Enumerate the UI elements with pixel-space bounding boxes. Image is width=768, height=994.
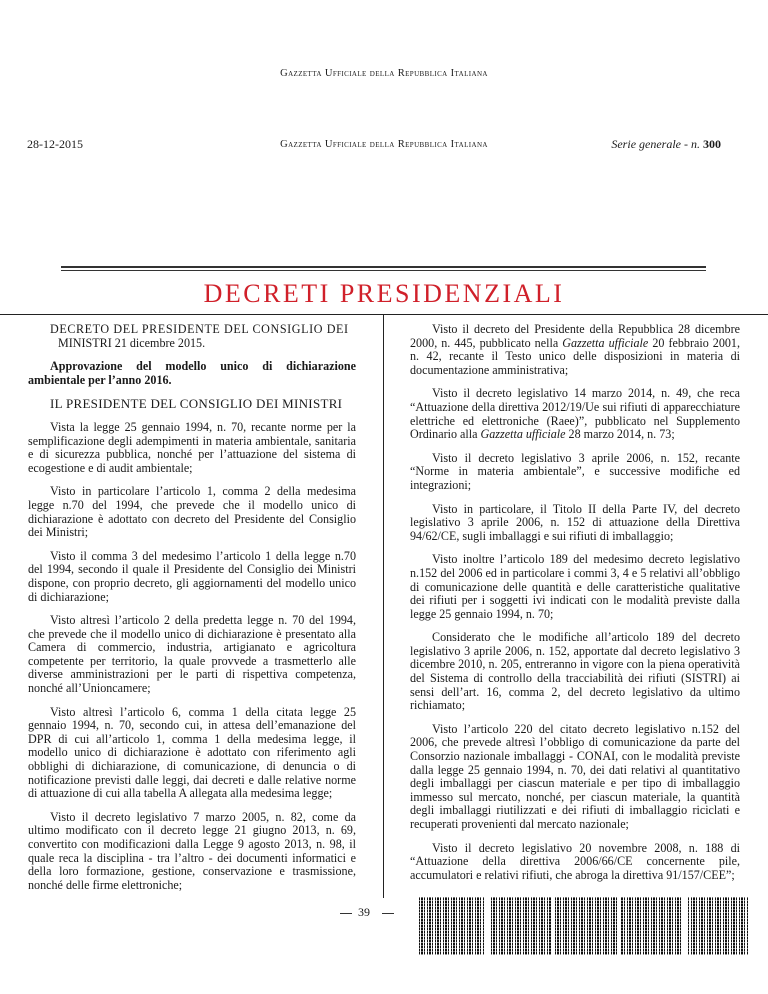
page-number-dash bbox=[340, 913, 352, 914]
text-run-italic: Gazzetta ufficiale bbox=[480, 427, 566, 442]
right-column bbox=[410, 323, 740, 892]
issue-date: 28-12-2015 bbox=[27, 137, 83, 151]
datamatrix-code bbox=[419, 897, 749, 955]
text-run: Visto il decreto legislativo 14 marzo 2014, n. 49, che reca “Attuazione della direttiva 2012/19/Ue sui rifiuti di apparecchiature elettriche ed elettroniche (Raee)”, pubblicato nel Supplemento Ordinario alla bbox=[410, 386, 740, 442]
series-number: 300 bbox=[703, 137, 721, 151]
paragraph: Visto il decreto legislativo 3 aprile 2006, n. 152, recante “Norme in materia ambientale”, e successive modifiche ed integrazioni; bbox=[410, 450, 740, 492]
page-number: 39 bbox=[358, 905, 370, 919]
header-title: Gazzetta Ufficiale della Repubblica Italiana bbox=[280, 139, 488, 150]
text-run: Visto il decreto del Presidente della Repubblica 28 dicembre 2000, n. 445, pubblicato nella bbox=[410, 322, 740, 350]
code-separator bbox=[683, 897, 687, 955]
paragraph: Visto il comma 3 del medesimo l’articolo 1 della legge n.70 del 1994, secondo il quale il Presidente del Consiglio dei Ministri dispone, con proprio decreto, gli aggiornamenti del modello unico di dichiarazione; bbox=[28, 548, 356, 604]
paragraph: Visto in particolare, il Titolo II della Parte IV, del decreto legislativo 3 aprile 2006, n. 152 di attuazione della Direttiva 94/62/CE, sugli imballaggi e sui rifiuti di imballaggio; bbox=[410, 501, 740, 543]
decree-subject: Approvazione del modello unico di dichiarazione ambientale per l’anno 2016. bbox=[28, 359, 356, 387]
paragraph: Visto il decreto legislativo 20 novembre 2008, n. 188 di “Attuazione della direttiva 2006/66/CE concernente pile, accumulatori e relativi rifiuti, che abroga la direttiva 91/157/CEE”; bbox=[410, 840, 740, 882]
column-divider bbox=[383, 314, 384, 898]
section-title: DECRETI PRESIDENZIALI bbox=[203, 279, 565, 308]
series-info bbox=[611, 137, 721, 152]
paragraph: Visto altresì l’articolo 2 della predetta legge n. 70 del 1994, che prevede che il modello unico di dichiarazione è presentato alla Camera di commercio, industria, artigianato e agricoltura competente per territorio, la quale provvede a trasmetterlo alle diverse amministrazioni per le parti di rispettiva competenza, nonché all’Unioncamere; bbox=[28, 613, 356, 696]
text-run: 28 marzo 2014, n. 73; bbox=[565, 427, 675, 442]
masthead-title: Gazzetta Ufficiale della Repubblica Italiana bbox=[280, 68, 488, 79]
page-number-dash bbox=[382, 913, 394, 914]
paragraph: Visto inoltre l’articolo 189 del medesimo decreto legislativo n.152 del 2006 ed in particolare i commi 3, 4 e 5 relativi all’obbligo di comunicazione delle quantità e delle caratteristiche qualitative dei rifiuti per i soggetti ivi indicati con le modalità previste dalla legge 25 gennaio 1994, n. 70; bbox=[410, 552, 740, 621]
decree-heading-line2: MINISTRI 21 dicembre 2015. bbox=[58, 335, 206, 350]
paragraph: Considerato che le modifiche all’articolo 189 del decreto legislativo 3 aprile 2006, n. 152, apportate dal decreto legislativo 3 dicembre 2010, n. 205, entreranno in vigore con la piena operatività del Sistema di controllo della tracciabilità dei rifiuti (SISTRI) ai sensi dell’art. 16, comma 2, del decreto legislativo da ultimo richiamato; bbox=[410, 630, 740, 713]
code-separator bbox=[617, 897, 621, 955]
paragraph: Visto l’articolo 220 del citato decreto legislativo n.152 del 2006, che prevede altresì l’obbligo di comunicazione da parte del Consorzio nazionale imballaggi - CONAI, con le modalità previste dalla legge 25 gennaio 1994, n. 70, dei dati relativi al quantitativo degli imballaggi per ciascun materiale e per tipo di imballaggio immesso sul mercato, nonché, per ciascun materiale, la quantità degli imballaggi riutilizzati e dei rifiuti di imballaggio riciclati e recuperati provenienti dal mercato nazionale; bbox=[410, 721, 740, 831]
section-rule bbox=[61, 266, 706, 268]
code-separator bbox=[551, 897, 555, 955]
text-run: 20 febbraio 2001, n. 42, recante il Testo unico delle disposizioni in materia di documentazione amministrativa; bbox=[410, 335, 741, 377]
paragraph: Vista la legge 25 gennaio 1994, n. 70, recante norme per la semplificazione degli adempimenti in materia ambientale, sanitaria e di sicurezza pubblica, nonché per l’attuazione del sistema di ecogestione e di audit ambientale; bbox=[28, 419, 356, 475]
left-column bbox=[28, 323, 356, 902]
text-run-italic: Gazzetta ufficiale bbox=[562, 335, 649, 350]
paragraph: Visto il decreto legislativo 7 marzo 2005, n. 82, come da ultimo modificato con il decreto legge 21 giugno 2013, n. 69, convertito con modificazioni dalla Legge 9 agosto 2013, n. 98, il quale reca la disciplina - tra l’altro - dei documenti informatici e della loro formazione, gestione, conservazione e trasmissione, nonché delle firme elettroniche; bbox=[28, 809, 356, 892]
decree-heading-line1: DECRETO DEL PRESIDENTE DEL CONSIGLIO DEI bbox=[50, 322, 349, 336]
decree-heading bbox=[28, 323, 356, 350]
paragraph: Visto in particolare l’articolo 1, comma 2 della medesima legge n.70 del 1994, che prevede che il modello unico di dichiarazione è adottato con decreto del Presidente del Consiglio dei Ministri; bbox=[28, 484, 356, 540]
section-rule-thin bbox=[61, 270, 706, 271]
column-top-rule bbox=[0, 314, 768, 315]
paragraph bbox=[410, 387, 740, 441]
code-separator bbox=[485, 897, 489, 955]
paragraph bbox=[410, 323, 740, 377]
decree-issuer: IL PRESIDENTE DEL CONSIGLIO DEI MINISTRI bbox=[50, 396, 343, 412]
paragraph: Visto altresì l’articolo 6, comma 1 della citata legge 25 gennaio 1994, n. 70, secondo cui, in attesa dell’emanazione del DPR di cui all’articolo 1, comma 1 della medesima legge, il modello unico di dichiarazione è adottato con riferimento agli obblighi di dichiarazione, di comunicazione, di denuncia o di notificazione previsti dalle leggi, dai decreti e dalle relative norme di attuazione di cui alla tabella A allegata alla medesima legge; bbox=[28, 704, 356, 801]
series-label: Serie generale - n. bbox=[611, 137, 700, 151]
